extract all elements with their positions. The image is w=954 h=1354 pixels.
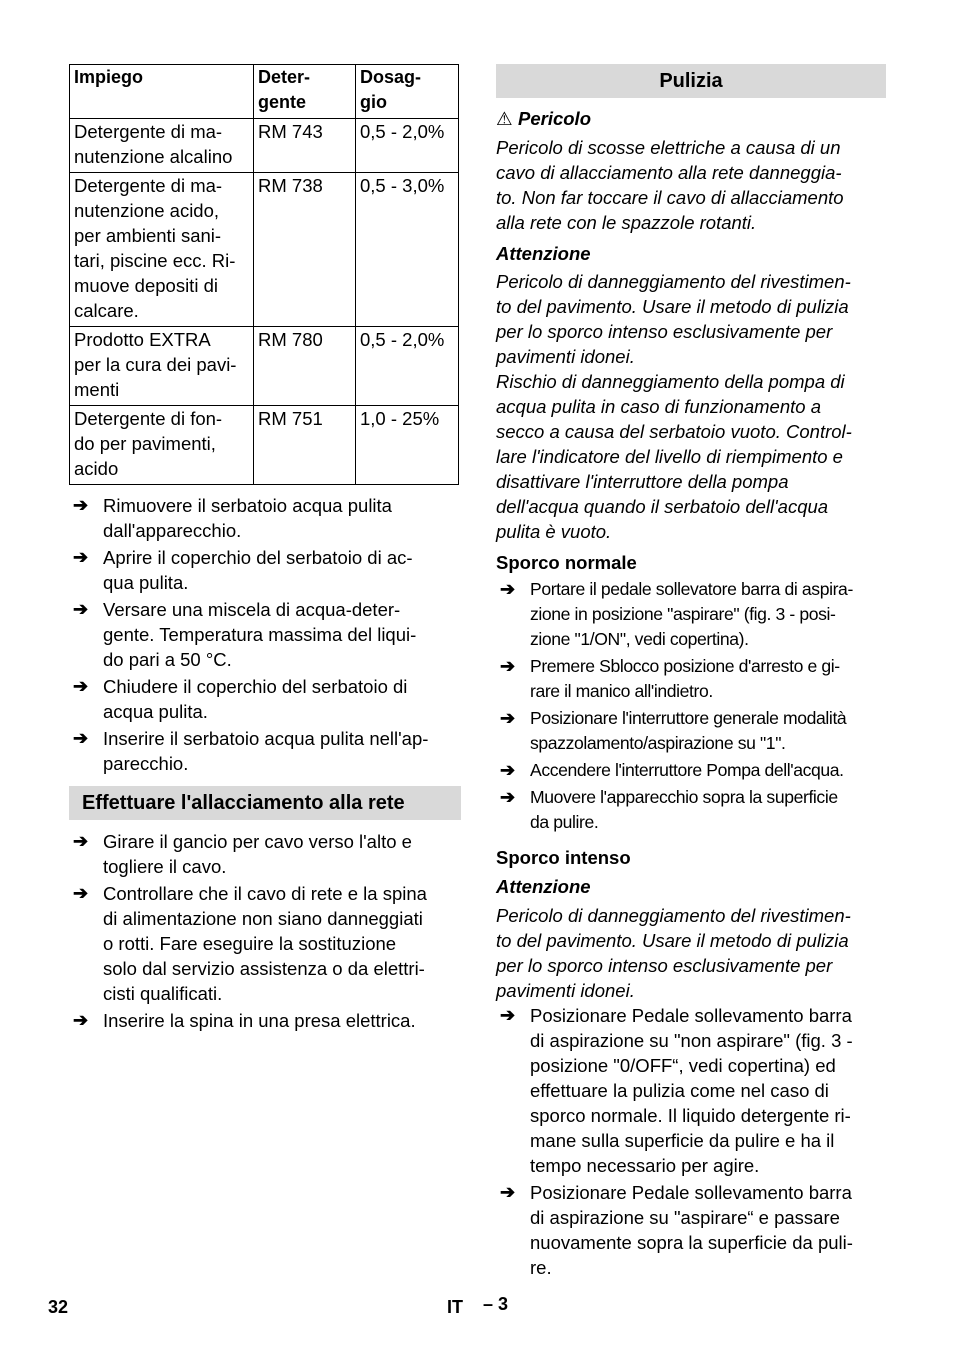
intense-attention-heading: Attenzione (496, 876, 591, 897)
section-heading-mains: Effettuare l'allacciamento alla rete (69, 786, 461, 820)
table-cell: Detergente di ma- nutenzione acido, per ambienti sani- tari, piscine ecc. Ri- muove depositi di calcare. (70, 173, 254, 327)
intense-attention-text: Pericolo di danneggiamento del rivestimen- to del pavimento. Usare il metodo di pulizia per lo sporco intenso esclusivamente per pavimenti idonei. (496, 905, 851, 1001)
danger-text: Pericolo di scosse elettriche a causa di un cavo di allacciamento alla rete danneggia- to. Non far toccare il cavo di allacciamento alla rete con le spazzole rotanti. (496, 137, 844, 233)
arrow-right-icon: ➔ (73, 831, 89, 851)
attention-text: Pericolo di danneggiamento del rivestimen- to del pavimento. Usare il metodo di pulizia per lo sporco intenso esclusivamente per pavimenti idonei. Rischio di danneggiamento della pompa di acqua pulita in caso di funzionamento a secco a causa del serbatoio vuoto. Control- lare l'indicatore del livello di riempimento e disattivare l'interruttore della pompa dell'acqua quando il serbatoio dell'acqua pulita è vuoto. (496, 271, 852, 542)
list-item: ➔ Versare una miscela di acqua-deter- gente. Temperatura massima del liqui- do pari a 50 °C. (73, 599, 417, 670)
table-row (70, 173, 459, 327)
normal-dirt-heading: Sporco normale (496, 552, 637, 573)
arrow-right-icon: ➔ (500, 708, 515, 728)
list-item: ➔ Aprire il coperchio del serbatoio di ac- qua pulita. (73, 547, 413, 593)
list-item: ➔ Posizionare Pedale sollevamento barra di aspirazione su "aspirare“ e passare nuovamente sopra la superficie da puli- re. (500, 1182, 853, 1278)
arrow-right-icon: ➔ (500, 787, 515, 807)
table-header-cell: Impiego (70, 65, 254, 119)
list-item: ➔ Chiudere il coperchio del serbatoio di acqua pulita. (73, 676, 408, 722)
table-cell: 1,0 - 25% (356, 406, 459, 485)
table-cell: Detergente di fon- do per pavimenti, acido (70, 406, 254, 485)
list-item: ➔ Inserire il serbatoio acqua pulita nell'ap- parecchio. (73, 728, 429, 774)
arrow-right-icon: ➔ (73, 599, 89, 619)
list-item: ➔ Posizionare Pedale sollevamento barra di aspirazione su "non aspirare" (fig. 3 - posizione "0/OFF“, vedi copertina) ed effettuare la pulizia come nel caso di sporco normale. Il liquido detergente ri- mane sulla superficie da pulire e ha il tempo necessario per agire. (500, 1005, 853, 1176)
table-cell: 0,5 - 3,0% (356, 173, 459, 327)
table-cell: RM 738 (254, 173, 356, 327)
table-cell: RM 751 (254, 406, 356, 485)
section-heading-cleaning: Pulizia (496, 64, 886, 98)
arrow-right-icon: ➔ (500, 1005, 516, 1025)
arrow-right-icon: ➔ (73, 728, 89, 748)
table-cell: RM 743 (254, 119, 356, 173)
tank-steps-list (69, 493, 458, 776)
arrow-right-icon: ➔ (500, 656, 515, 676)
intense-dirt-heading: Sporco intenso (496, 847, 631, 868)
table-header-cell: Deter- gente (254, 65, 356, 119)
arrow-right-icon: ➔ (500, 579, 515, 599)
table-cell: 0,5 - 2,0% (356, 119, 459, 173)
left-column (69, 64, 458, 1035)
list-item: ➔ Portare il pedale sollevatore barra di aspira- zione in posizione "aspirare" (fig. 3 - posi- zione "1/ON", vedi copertina). (500, 579, 853, 649)
detergent-table (69, 64, 459, 485)
table-cell: 0,5 - 2,0% (356, 327, 459, 406)
arrow-right-icon: ➔ (500, 1182, 516, 1202)
arrow-right-icon: ➔ (73, 547, 89, 567)
table-row (70, 406, 459, 485)
intense-dirt-steps (496, 1003, 886, 1280)
arrow-right-icon: ➔ (500, 760, 515, 780)
arrow-right-icon: ➔ (73, 676, 89, 696)
table-row (70, 119, 459, 173)
table-cell: Prodotto EXTRA per la cura dei pavi- menti (70, 327, 254, 406)
list-item: ➔ Muovere l'apparecchio sopra la superficie da pulire. (500, 787, 838, 832)
warning-triangle-icon: ⚠ (496, 108, 513, 129)
table-row (70, 327, 459, 406)
page-number: 32 (48, 1297, 69, 1317)
arrow-right-icon: ➔ (73, 883, 89, 903)
table-header-row (70, 65, 459, 119)
table-cell: RM 780 (254, 327, 356, 406)
danger-heading: ⚠ Pericolo (496, 108, 591, 129)
list-item: ➔ Posizionare l'interruttore generale modalità spazzolamento/aspirazione su "1". (500, 708, 847, 753)
list-item: ➔ Premere Sblocco posizione d'arresto e gi- rare il manico all'indietro. (500, 656, 840, 701)
arrow-right-icon: ➔ (73, 1010, 89, 1030)
normal-dirt-steps (496, 577, 886, 835)
list-item: ➔ Inserire la spina in una presa elettrica. (73, 1010, 416, 1031)
table-header-cell: Dosag- gio (356, 65, 459, 119)
sub-page-number: – 3 (483, 1294, 509, 1314)
list-item: ➔ Rimuovere il serbatoio acqua pulita dall'apparecchio. (73, 495, 392, 541)
list-item: ➔ Controllare che il cavo di rete e la spina di alimentazione non siano danneggiati o rotti. Fare eseguire la sostituzione solo dal servizio assistenza o da elettri- cisti qualificati. (73, 883, 427, 1004)
table-cell: Detergente di ma- nutenzione alcalino (70, 119, 254, 173)
attention-heading: Attenzione (496, 243, 591, 264)
arrow-right-icon: ➔ (73, 495, 89, 515)
list-item: ➔ Girare il gancio per cavo verso l'alto e togliere il cavo. (73, 831, 412, 877)
mains-steps-list (69, 829, 458, 1033)
right-column (496, 64, 886, 1282)
language-code: IT (447, 1297, 463, 1317)
list-item: ➔ Accendere l'interruttore Pompa dell'acqua. (496, 758, 886, 783)
